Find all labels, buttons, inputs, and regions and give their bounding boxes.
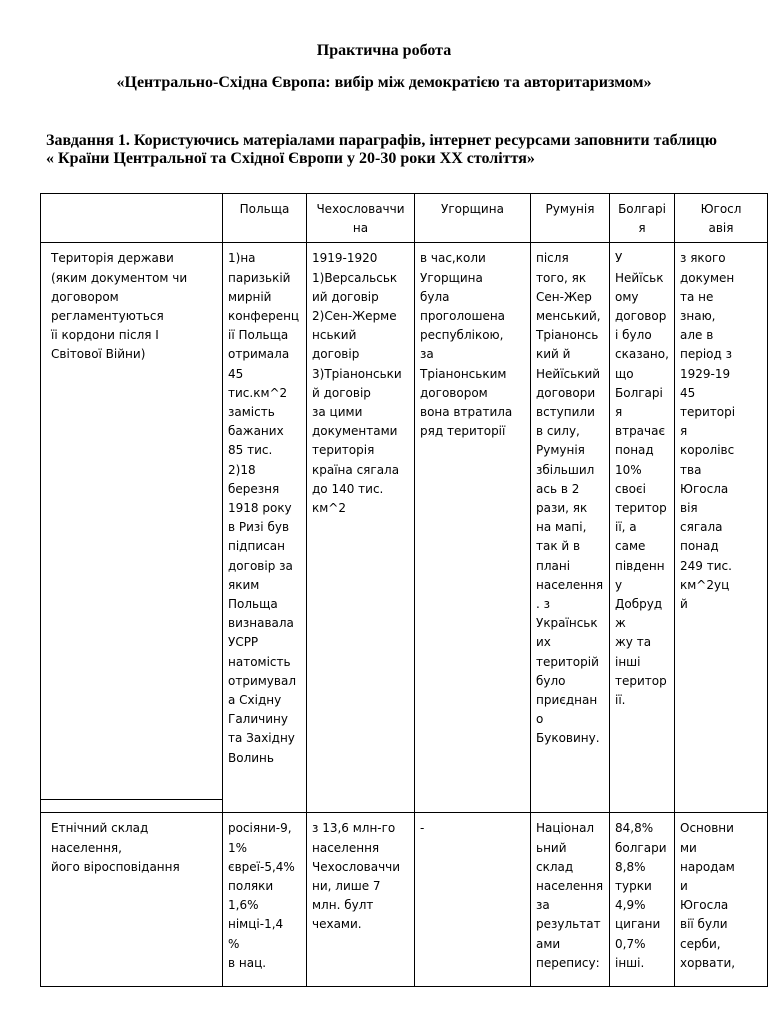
cell-territory-yugoslavia: з якого докумен та не знаю, але в період з 1929-19 45 територі я королівс тва Югосла вія сягала понад 249 тис. км^2уц й bbox=[675, 243, 768, 800]
cell-ethnic-bulgaria: 84,8% болгари 8,8% турки 4,9% цигани 0,7% інші. bbox=[610, 813, 675, 987]
header-cell-poland: Польща bbox=[223, 194, 307, 243]
header-cell-czechoslovakia: Чехословаччи на bbox=[307, 194, 415, 243]
cell-territory-bulgaria: У Нейїськ ому договор і було сказано, що Болгарі я втрачає понад 10% своєі територ ії, а саме південн у Добрудж жу та інші територ ії. bbox=[610, 243, 675, 800]
row-label-ethnic: Етнічний склад населення, його віросповідання bbox=[41, 813, 223, 987]
document-title: Практична робота bbox=[316, 42, 452, 59]
cell-ethnic-czechoslovakia: з 13,6 млн-го населення Чехословаччи ни, лише 7 млн. булт чехами. bbox=[307, 813, 415, 987]
table-header-row bbox=[41, 194, 768, 243]
header-cell-romania: Румунія bbox=[531, 194, 610, 243]
task-heading: Завдання 1. Користуючись матеріалами параграфів, інтернет ресурсами заповнити таблицю « Країни Центральної та Східної Європи у 20-30 роки XX століття» bbox=[46, 132, 717, 167]
cell-ethnic-romania: Націонал ьний склад населення за результат ами перепису: bbox=[531, 813, 610, 987]
cell-territory-hungary: в час,коли Угорщина була проголошена республікою, за Тріанонським договором вона втратила ряд території bbox=[415, 243, 531, 800]
document-subtitle: «Центрально-Східна Європа: вибір між демократією та авторитаризмом» bbox=[116, 74, 652, 91]
cell-ethnic-poland: росіяни-9, 1% євреї-5,4% поляки 1,6% німці-1,4 % в нац. bbox=[223, 813, 307, 987]
header-cell-bulgaria: Болгарі я bbox=[610, 194, 675, 243]
cell-territory-romania: після того, як Сен-Жер менський, Тріанонсь кий й Нейїський договори вступили в силу, Румунія збільшил ась в 2 рази, як на мапі, так й в плані населення . з Українськ их територій було приєднан о Буковину. bbox=[531, 243, 610, 800]
cell-territory-poland: 1)на паризькій мирній конференц ії Польща отримала 45 тис.км^2 замість бажаних 85 тис. 2)18 березня 1918 року в Ризі був підписан договір за яким Польща визнавала УСРР натомість отримувал а Східну Галичину та Західну Волинь bbox=[223, 243, 307, 800]
countries-table bbox=[40, 193, 768, 987]
table-spacer-row bbox=[41, 800, 768, 813]
cell-ethnic-yugoslavia: Основни ми народам и Югосла вії були серби, хорвати, bbox=[675, 813, 768, 987]
cell-territory-czechoslovakia: 1919-1920 1)Версальськ ий договір 2)Сен-Жерме нський договір 3)Тріанонськи й договір за цими документами територія країна сягала до 140 тис. км^2 bbox=[307, 243, 415, 800]
cell-ethnic-hungary: - bbox=[415, 813, 531, 987]
header-cell-hungary: Угорщина bbox=[415, 194, 531, 243]
header-cell-empty bbox=[41, 194, 223, 243]
table-row-ethnic bbox=[41, 813, 768, 987]
header-cell-yugoslavia: Югосл авія bbox=[675, 194, 768, 243]
table-row-territory bbox=[41, 243, 768, 800]
row-label-territory: Територія держави (яким документом чи договором регламентуються їі кордони після І Світової Війни) bbox=[41, 243, 223, 800]
